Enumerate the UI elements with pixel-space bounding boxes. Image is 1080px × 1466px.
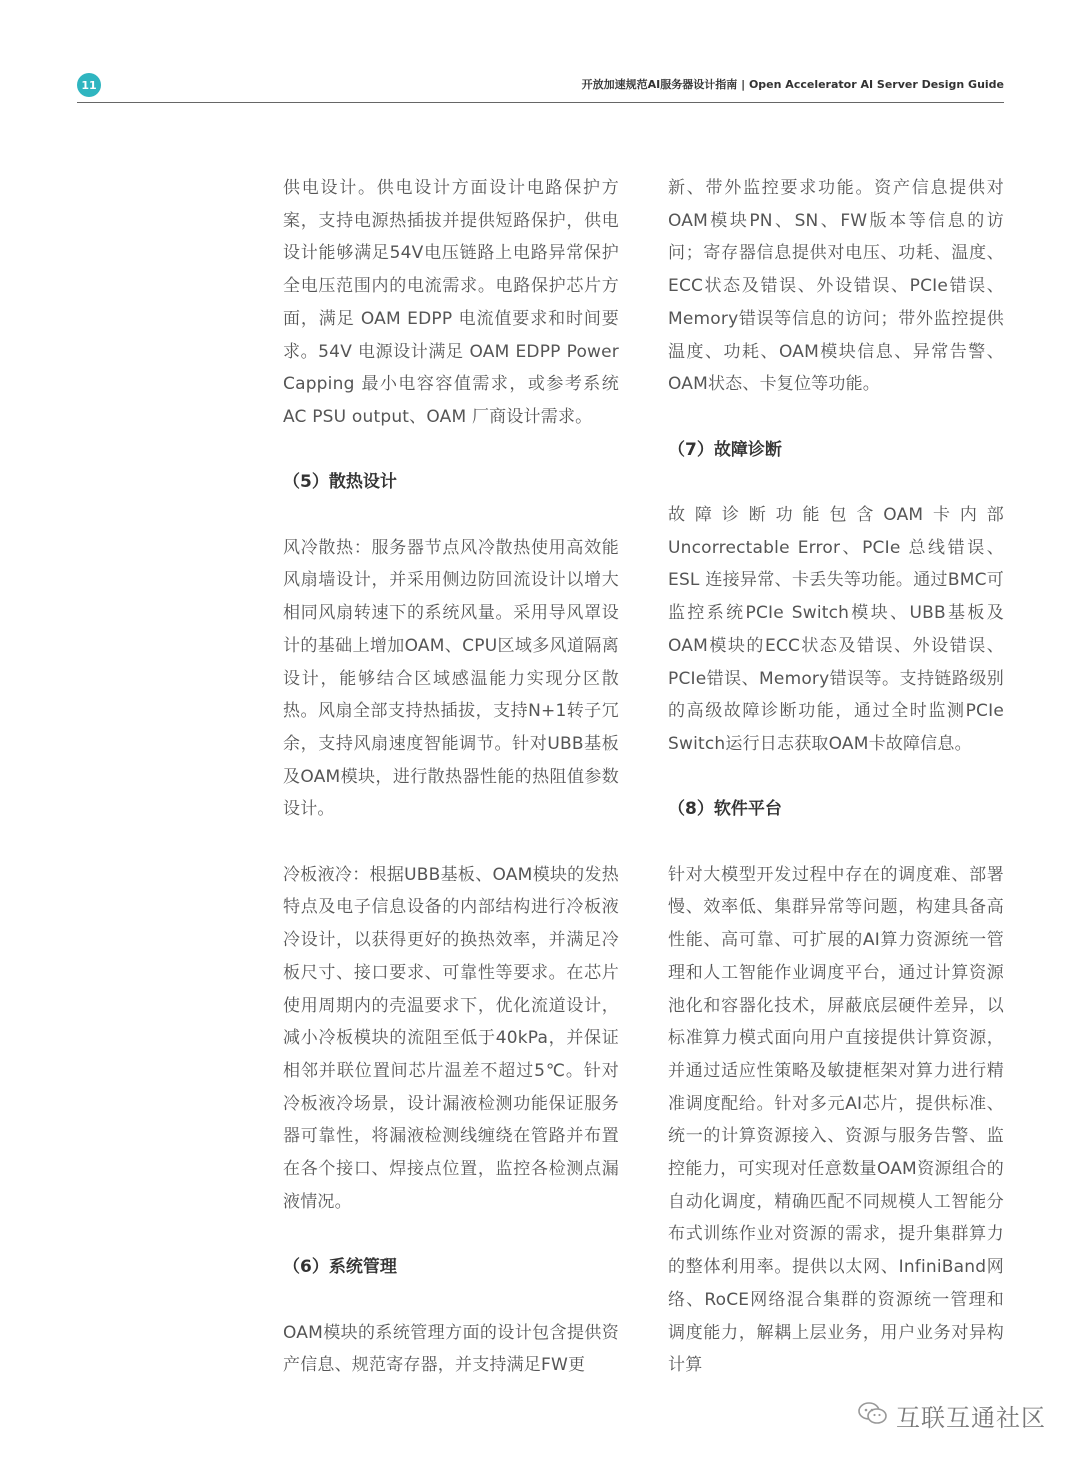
header-divider [77, 102, 1004, 103]
watermark [858, 1398, 1046, 1433]
left-column [283, 172, 619, 1382]
page-number-badge: 11 [77, 73, 101, 97]
paragraph-monitoring: 新、带外监控要求功能。资产信息提供对OAM模块PN、SN、FW版本等信息的访问；寄存器信息提供对电压、功耗、温度、ECC状态及错误、外设错误、PCIe错误、Memory错误等信息的访问；带外监控提供温度、功耗、OAM模块信息、异常告警、OAM状态、卡复位等功能。 [668, 178, 1004, 395]
paragraph-system-management: OAM模块的系统管理方面的设计包含提供资产信息、规范寄存器，并支持满足FW更 [283, 1322, 619, 1376]
paragraph-fault-diagnosis: 故障诊断功能包含OAM卡内部Uncorrectable Error、PCIe 总线错误、ESL 连接异常、卡丢失等功能。通过BMC可监控系统PCIe Switch模块、UBB基板及OAM模块的ECC状态及错误、外设错误、PCIe错误、Memory错误等。支持链路级别的高级故障诊断功能，通过全时监测PCIe Switch运行日志获取OAM卡故障信息。 [668, 505, 1004, 754]
watermark-text: 互联互通社区 [896, 1404, 1046, 1432]
right-column [668, 172, 1004, 1382]
section-heading-software-platform: （8）软件平台 [668, 799, 782, 820]
section-heading-cooling: （5）散热设计 [283, 472, 397, 493]
paragraph-air-cooling: 风冷散热：服务器节点风冷散热使用高效能风扇墙设计，并采用侧边防回流设计以增大相同风扇转速下的系统风量。采用导风罩设计的基础上增加OAM、CPU区域多风道隔离设计，能够结合区域感温能力实现分区散热。风扇全部支持热插拔，支持N+1转子冗余，支持风扇速度智能调节。针对UBB基板及OAM模块，进行散热器性能的热阻值参数设计。 [283, 537, 619, 820]
header-title: 开放加速规范AI服务器设计指南 | Open Accelerator AI Server Design Guide [581, 78, 1004, 91]
paragraph-software-platform: 针对大模型开发过程中存在的调度难、部署慢、效率低、集群异常等问题，构建具备高性能、高可靠、可扩展的AI算力资源统一管理和人工智能作业调度平台，通过计算资源池化和容器化技术，屏蔽底层硬件差异，以标准算力模式面向用户直接提供计算资源，并通过适应性策略及敏捷框架对算力进行精准调度配给。针对多元AI芯片，提供标准、统一的计算资源接入、资源与服务告警、监控能力，可实现对任意数量OAM资源组合的自动化调度，精确匹配不同规模人工智能分布式训练作业对资源的需求，提升集群算力的整体利用率。提供以太网、InfiniBand网络、RoCE网络混合集群的资源统一管理和调度能力，解耦上层业务，用户业务对异构计算 [668, 864, 1004, 1376]
section-heading-system-management: （6）系统管理 [283, 1257, 397, 1278]
wechat-icon [858, 1401, 888, 1431]
section-heading-fault-diagnosis: （7）故障诊断 [668, 439, 782, 460]
paragraph-liquid-cooling: 冷板液冷：根据UBB基板、OAM模块的发热特点及电子信息设备的内部结构进行冷板液冷设计，以获得更好的换热效率，并满足冷板尺寸、接口要求、可靠性等要求。在芯片使用周期内的壳温要求下，优化流道设计，减小冷板模块的流阻至低于40kPa，并保证相邻并联位置间芯片温差不超过5℃。针对冷板液冷场景，设计漏液检测功能保证服务器可靠性，将漏液检测线缠绕在管路并布置在各个接口、焊接点位置，监控各检测点漏液情况。 [283, 864, 619, 1212]
paragraph-power-design: 供电设计。供电设计方面设计电路保护方案，支持电源热插拔并提供短路保护，供电设计能够满足54V电压链路上电路异常保护全电压范围内的电流需求。电路保护芯片方面，满足 OAM EDPP 电流值要求和时间要求。54V 电源设计满足 OAM EDPP Power Capping 最小电容容值需求，或参考系统 AC PSU output、OAM 厂商设计需求。 [283, 178, 619, 427]
